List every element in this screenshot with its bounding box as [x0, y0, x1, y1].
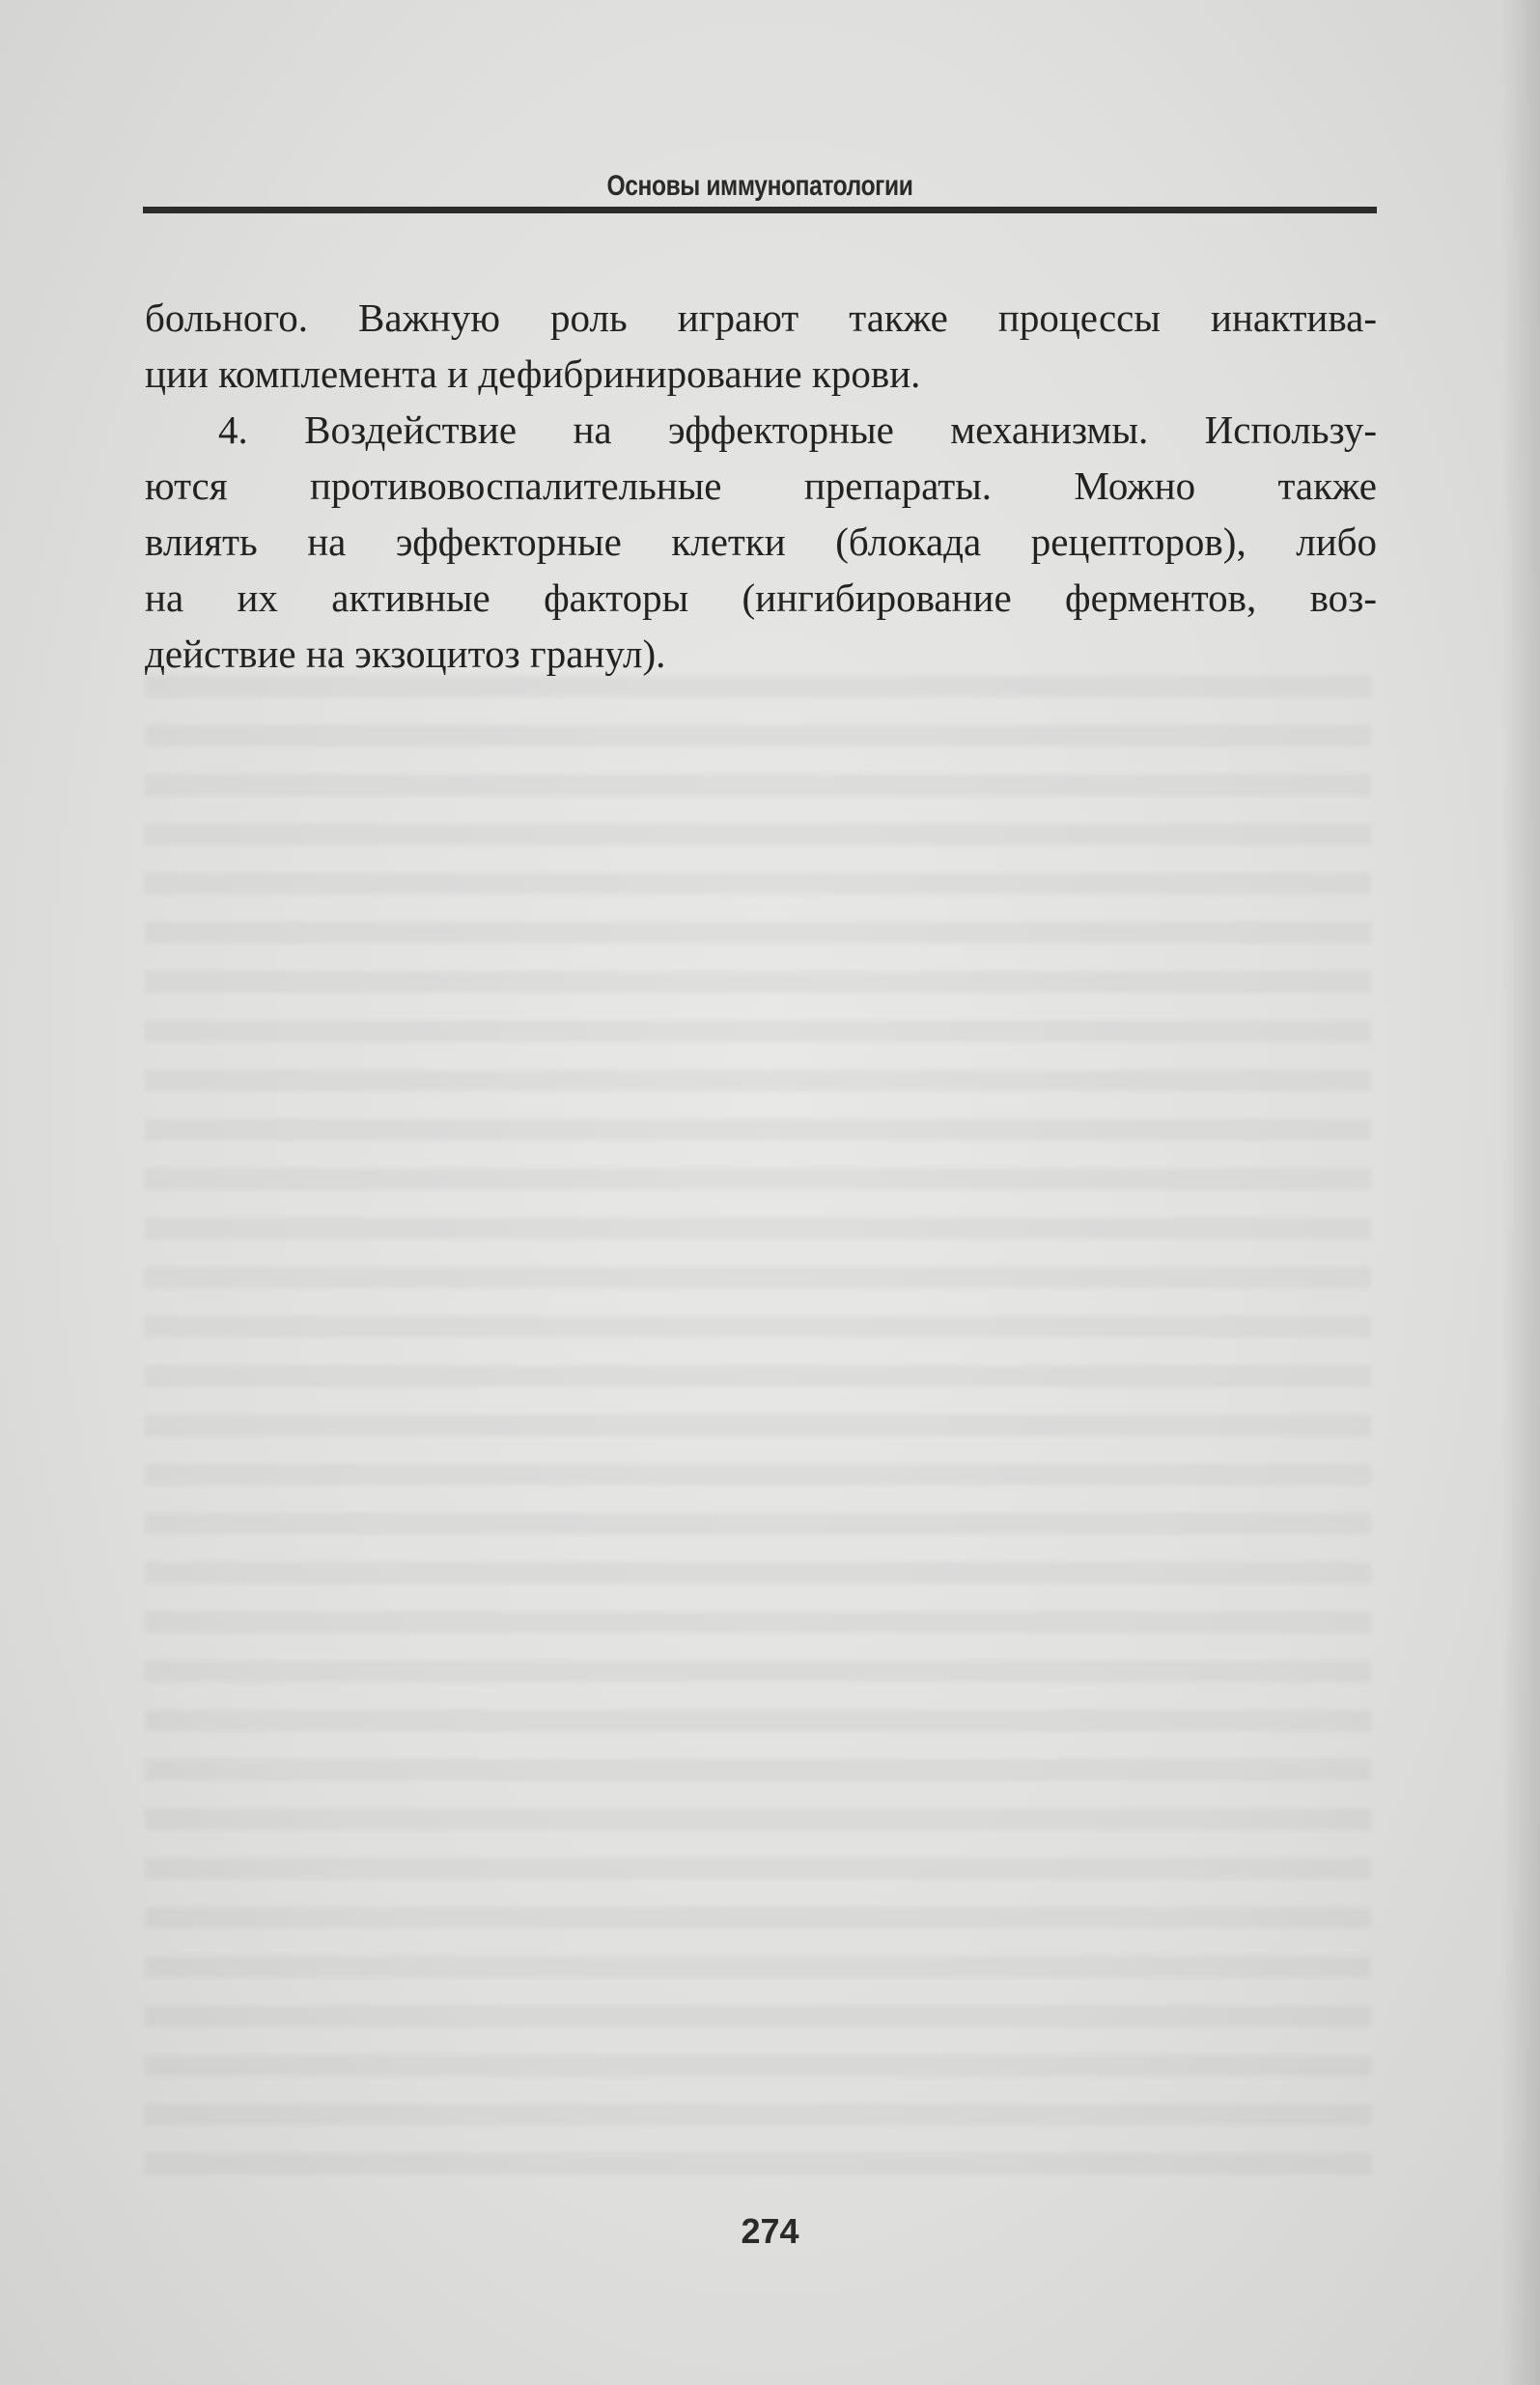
text-line: больного. Важную роль играют также процессы инактива- [145, 295, 1377, 340]
page-edge-shadow [1501, 0, 1540, 2385]
text-line: ются противовоспалительные препараты. Можно также [145, 463, 1377, 508]
body-text [145, 290, 1377, 682]
paragraph [145, 402, 1377, 682]
text-line: ции комплемента и дефибринирование крови. [145, 351, 921, 396]
page-number: 274 [741, 2211, 799, 2251]
header-rule [143, 207, 1377, 213]
running-head: Основы иммунопатологии [606, 170, 913, 202]
text-line: на их активные факторы (ингибирование ферментов, воз- [145, 575, 1377, 620]
text-line: действие на экзоцитоз гранул). [145, 631, 666, 676]
text-line: 4. Воздействие на эффекторные механизмы. Использу- [218, 407, 1377, 452]
text-line: влиять на эффекторные клетки (блокада рецепторов), либо [145, 519, 1377, 564]
paragraph [145, 290, 1377, 402]
